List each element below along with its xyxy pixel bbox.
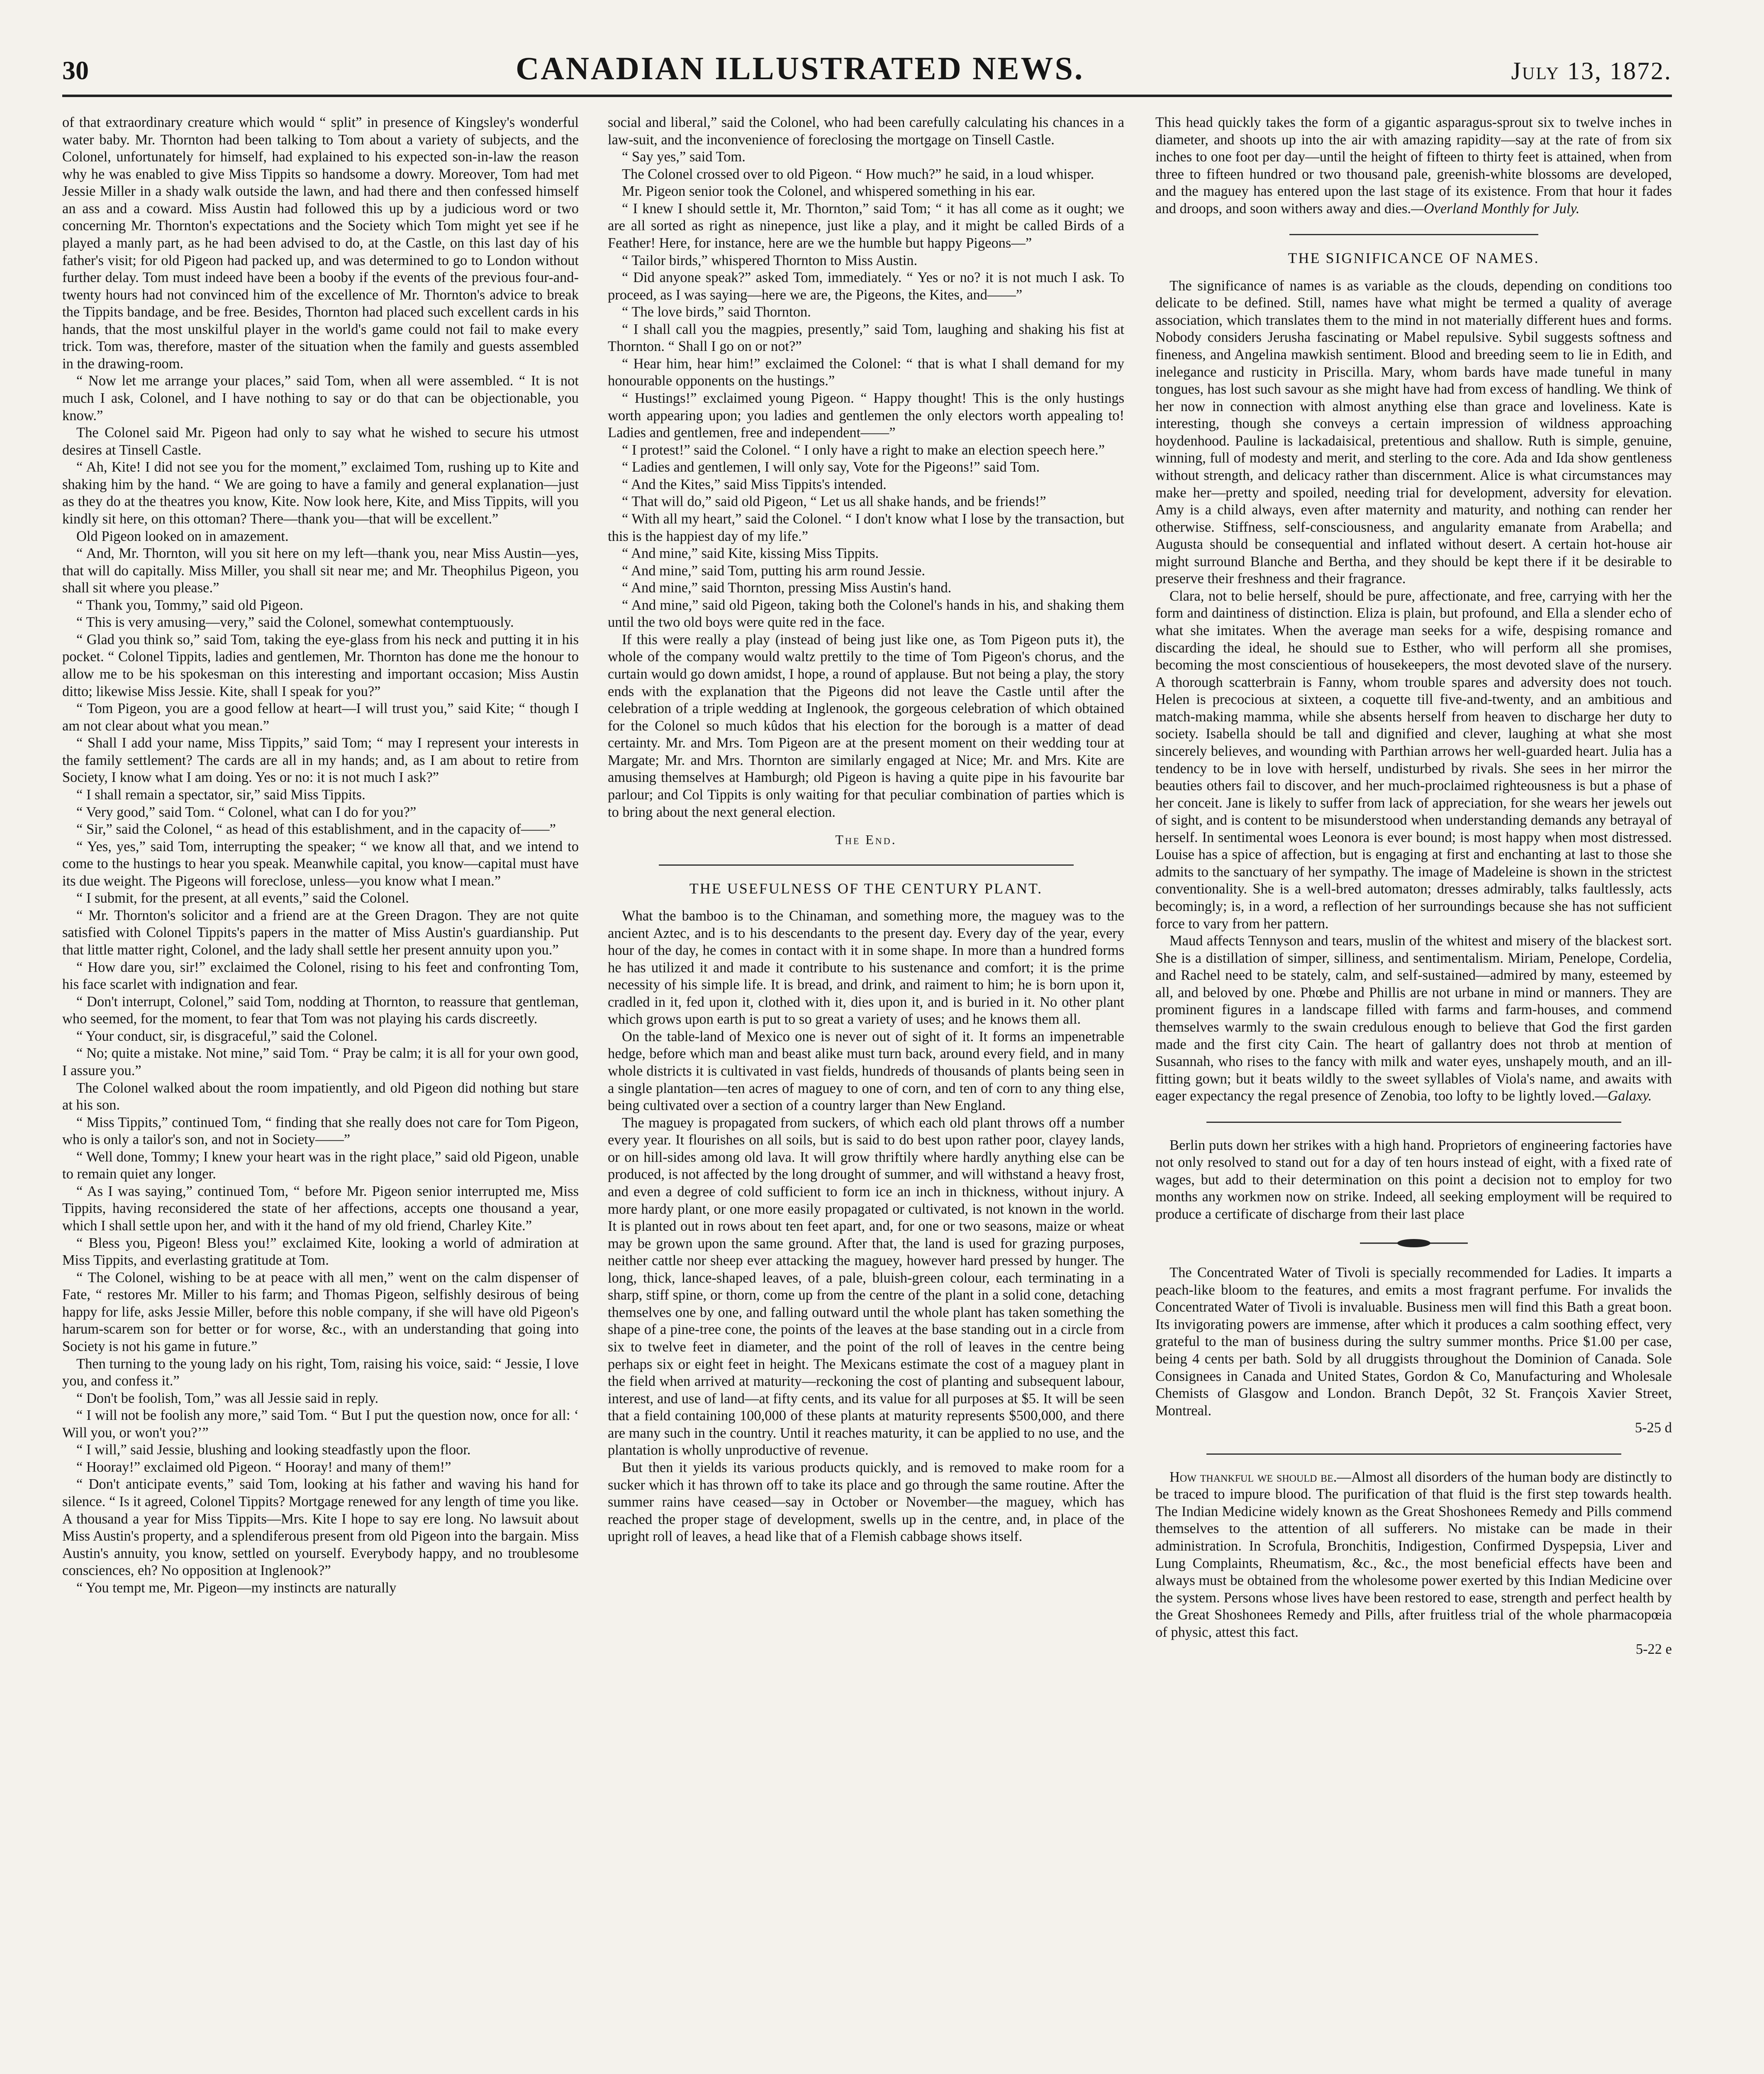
story-paragraph: “ Ah, Kite! I did not see you for the moment,” exclaimed Tom, rushing up to Kite and shaking him by the hand. “ We are going to have a family and general explanation—just as they do at the theatres you know, Kite. Now look here, Kite, and Miss Tippits, will you kindly sit here, on this ottoman? There—thank you—that will be excellent.” — [62, 459, 579, 527]
article-paragraph: Clara, not to belie herself, should be pure, affectionate, and free, carrying with her the form and daintiness of distinction. Eliza is plain, but profound, and Ella a slender echo of what she imitates. When the average man seeks for a wife, despising romance and discarding the ideal, he should sue to Esther, who will perform all she promises, becoming the most conscientious of housekeepers, the most devoted slave of the nursery. A thorough scatterbrain is Fanny, whom trouble spares and adversity does not touch. Helen is precocious at sixteen, a coquette till five-and-twenty, and an ambitious and match-making mamma, while she absents herself from heaven to discharge her duty to society. Isabella should be tall and dignified and clever, laughing at what she most sincerely believes, and wounding with Parthian arrows her well-guarded heart. Julia has a tendency to be in love with herself, undisturbed by rivals. She sees in her mirror the beauties others fail to discover, and her much-proclaimed righteousness is but a phase of her conceit. Jane is likely to suffer from lack of appreciation, for she wears her jewels out of sight, and is content to be misunderstood when understanding demands any betrayal of herself. In sentimental woes Leonora is ever bound; is most happy when most distressed. Louise has a spice of affection, but is engaging at first and enchanting at last to those she admits to the sanctuary of her sympathy. The image of Madeleine is shown in the strictest conventionality. She is a well-bred automaton; dresses admirably, talks faultlessly, acts becomingly; is, in a word, a reflection of her surroundings because she has not sufficient force to vary from her pattern. — [1155, 588, 1672, 932]
column-1 — [62, 114, 579, 2074]
story-paragraph: “ And mine,” said Kite, kissing Miss Tippits. — [622, 545, 879, 562]
story-paragraph: “ Don't anticipate events,” said Tom, looking at his father and waving his hand for silence. “ Is it agreed, Colonel Tippits? Mortgage renewed for any length of time you like. A thousand a year for Miss Tippits—Mrs. Kite I hope to say ere long. No lawsuit about Miss Austin's property, and a splendiferous present from old Pigeon into the bargain. Miss Austin's annuity, you know, settled on yourself. Everybody happy, and no troublesome consciences, eh? No opposition at Inglenook?” — [62, 1476, 579, 1579]
story-paragraph: “ Now let me arrange your places,” said Tom, when all were assembled. “ It is not much I ask, Colonel, and I have nothing to say or do that can be objectionable, you know.” — [62, 373, 579, 424]
story-paragraph: “ The Colonel, wishing to be at peace with all men,” went on the calm dispenser of Fate, “ restores Mr. Miller to his farm; and Thomas Pigeon, selfishly desirous of being happy for life, asks Jessie Miller, before this noble company, if she will have old Pigeon's harum-scarem son for better or for worse, &c., with an understanding that going into Society is not his game in future.” — [62, 1269, 579, 1354]
story-paragraph: “ Mr. Thornton's solicitor and a friend are at the Green Dragon. They are not quite satisfied with Colonel Tippits's papers in the matter of Miss Austin's guardianship. Put that little matter right, Colonel, and the lady shall settle her present annuity upon you.” — [62, 907, 579, 958]
story-paragraph: The Colonel walked about the room impatiently, and old Pigeon did nothing but stare at his son. — [62, 1080, 579, 1113]
story-paragraph: “ How dare you, sir!” exclaimed the Colonel, rising to his feet and confronting Tom, his face scarlet with indignation and fear. — [62, 959, 579, 993]
story-paragraph: “ Don't be foolish, Tom,” was all Jessie said in reply. — [76, 1390, 379, 1406]
story-paragraph: “ I knew I should settle it, Mr. Thornton,” said Tom; “ it has all come as it ought; we are all sorted as right as ninepence, just like a play, and it might be called Birds of a Feather! Here, for instance, here are we the humble but happy Pigeons—” — [608, 200, 1124, 251]
story-paragraph: “ Tailor birds,” whispered Thornton to Miss Austin. — [622, 252, 918, 268]
story-paragraph: “ And, Mr. Thornton, will you sit here on my left—thank you, near Miss Austin—yes, that will do capitally. Miss Miller, you shall sit near me; and Mr. Theophilus Pigeon, you shall sit where you please.” — [62, 545, 579, 596]
story-paragraph: “ Hear him, hear him!” exclaimed the Colonel: “ that is what I shall demand for my honourable opponents on the hustings.” — [608, 355, 1124, 389]
article-paragraph: The significance of names is as variable as the clouds, depending on conditions too delicate to be defined. Still, names have what might be termed a quality of average association, which translates them to the mind in not materially different hues and forms. Nobody considers Jerusha fascinating or Mabel repulsive. Sybil suggests softness and fineness, and Angelina mawkish sentiment. Blood and breeding seem to lie in Edith, and inelegance and rusticity in Priscilla. Mary, whom bards have made tuneful in many tongues, has lost such savour as she might have had from excess of handling. We think of her now in connection with almost anything else than grace and loveliness. Kate is interesting, though she conveys a certain impression of wildness approaching hoydenhood. Pauline is lackadaisical, pretentious and shallow. Ruth is simple, genuine, winning, full of modesty and merit, and sterling to the core. Ada and Ida show gentleness without strength, and delicacy rather than discernment. Alice is what circumstances may make her—pretty and spoiled, needing trial for development, adversity for elevation. Amy is a child always, even after maternity and maturity, and nothing can render her otherwise. Stiffness, self-consciousness, and angularity emanate from Arabella; and Augusta should be consequential and inflated without desert. A certain hot-house air might surround Blanche and Bertha, and they should be kept there if it be desirable to preserve their freshness and their fragrance. — [1155, 278, 1672, 587]
story-paragraph: Old Pigeon looked on in amazement. — [76, 528, 289, 544]
story-paragraph: “ With all my heart,” said the Colonel. “ I don't know what I lose by the transaction, but this is the happiest day of my life.” — [608, 511, 1124, 544]
story-paragraph: “ No; quite a mistake. Not mine,” said Tom. “ Pray be calm; it is all for your own good, I assure you.” — [62, 1045, 579, 1078]
masthead — [62, 50, 1672, 86]
tivoli-advertisement: The Concentrated Water of Tivoli is specially recommended for Ladies. It imparts a peach-like bloom to the features, and emits a most fragrant perfume. For invalids the Concentrated Water of Tivoli is invaluable. Business men will find this Bath a great boon. Its invigorating powers are immense, after which it produces a calm soothing effect, very grateful to the man of business during the sultry summer months. Price $1.00 per case, being 4 cents per bath. Sold by all druggists throughout the Dominion of Canada. Sole Consignees in Canada and United States, Gordon & Co, Manufacturing and Wholesale Chemists of Glasgow and London. Branch Depôt, 32 St. François Xavier Street, Montreal. — [1155, 1265, 1672, 1419]
article-paragraph — [1155, 114, 1672, 217]
story-paragraph: “ Very good,” said Tom. “ Colonel, what can I do for you?” — [76, 804, 417, 820]
advert-reference: 5-22 e — [1635, 1641, 1672, 1658]
story-paragraph: “ That will do,” said old Pigeon, “ Let us all shake hands, and be friends!” — [622, 494, 1046, 510]
column-2 — [608, 114, 1124, 2074]
story-paragraph: “ I will not be foolish any more,” said Tom. “ But I put the question now, once for all: ‘ Will you, or won't you?’” — [62, 1407, 579, 1441]
ornamental-divider — [1155, 1236, 1672, 1253]
issue-date: July 13, 1872. — [1511, 57, 1672, 85]
page-number: 30 — [62, 56, 89, 85]
story-paragraph: “ I will,” said Jessie, blushing and looking steadfastly upon the floor. — [76, 1442, 471, 1458]
story-paragraph: “ You tempt me, Mr. Pigeon—my instincts are naturally — [76, 1580, 397, 1596]
section-divider — [659, 864, 1074, 866]
section-divider — [1206, 1122, 1621, 1123]
story-paragraph: “ Your conduct, sir, is disgraceful,” said the Colonel. — [76, 1028, 378, 1044]
story-paragraph: “ I submit, for the present, at all events,” said the Colonel. — [76, 890, 409, 906]
story-paragraph: “ Don't interrupt, Colonel,” said Tom, nodding at Thornton, to reassure that gentleman, who seemed, for the moment, to fear that Tom was not playing his cards discreetly. — [62, 993, 579, 1027]
column-3 — [1155, 114, 1672, 2074]
story-paragraph: “ Did anyone speak?” asked Tom, immediately. “ Yes or no? it is not much I ask. To proceed, as I was saying—here we are, the Pigeons, the Kites, and——” — [608, 270, 1124, 303]
section-divider — [1289, 234, 1538, 235]
advertisement-paragraph — [1155, 1264, 1672, 1419]
story-paragraph: “ And mine,” said old Pigeon, taking both the Colonel's hands in his, and shaking them until the two old boys were quite red in the face. — [608, 597, 1124, 630]
article-paragraph: The maguey is propagated from suckers, of which each old plant throws off a number every year. It flourishes on all soils, but is said to do best upon rather poor, clayey lands, or on hill-sides among old lava. It will grow thriftily where hardly anything else can be produced, is not affected by the long drought of summer, and will withstand a heavy frost, and even a degree of cold sufficient to form ice an inch in thickness, without injury. A more hardy plant, or one more easily propagated or cultivated, is not known in the world. It is planted out in rows about ten feet apart, and, for one or two seasons, maize or wheat may be grown upon the same ground. After that, the land is used for grazing purposes, neither cattle nor sheep ever attacking the maguey, however hard pressed by hunger. The long, thick, lance-shaped leaves, of a pale, bluish-green colour, each terminating in a sharp, stiff spine, or thorn, come up from the centre of the plant in a solid cone, detaching themselves one by one, and falling outward until the whole plant has taken something the shape of a pine-tree cone, the points of the leaves at the base standing out in a circle from six to twelve feet in diameter, and the point of the roll of leaves in the centre being perhaps six or eight feet in height. The Mexicans estimate the cost of a maguey plant in the field when arrived at maturity—reckoning the cost of planting and subsequent labour, interest, and use of land—at fifty cents, and its value for all purposes at $5. It will be seen that a field containing 100,000 of these plants at maturity represents $500,000, and there are many such in the country. Until it reaches maturity, it can be applied to no use, and the plantation is wholly unproductive of revenue. — [608, 1115, 1124, 1458]
story-paragraph: of that extraordinary creature which would “ split” in presence of Kingsley's wonderful water baby. Mr. Thornton had been talking to Tom about a variety of subjects, and the Colonel, unfortunately for himself, had explained to his expected son-in-law the reason why he was enabled to give Miss Tippits so handsome a dowry. Moreover, Tom had met Jessie Miller in a shady walk outside the lawn, and had there and then confessed himself an ass and a coward. Miss Austin had followed this up by a judicious word or two concerning Mr. Thornton's expectations and the Society which Tom might yet see if he played a manly part, as he had been advised to do, at the Castle, on this last day of his father's visit; for old Pigeon had packed up, and was determined to go to London without further delay. Tom must indeed have been a booby if the events of the previous four-and-twenty hours had not convinced him of the excellence of Mr. Thornton's advice to break the Tippits bandage, and be free. Besides, Thornton had placed such excellent cards in his hands, that the most unskilful player in the world's game could not fail to make every trick. Tom was, therefore, master of the situation when the family and guests assembled in the drawing-room. — [62, 114, 579, 372]
story-paragraph: “ This is very amusing—very,” said the Colonel, somewhat contemptuously. — [76, 614, 514, 630]
article-text: Maud affects Tennyson and tears, muslin of the whitest and misery of the blackest sort. She is a distillation of simper, silliness, and sentimentalism. Miriam, Penelope, Cordelia, and Rachel need to be stately, calm, and self-sustained—admired by many, esteemed by all, and beloved by one. Phœbe and Phillis are not urbane in mind or manners. They are prominent figures in a landscape filled with farms and farm-houses, and commend themselves warmly to the swain credulous enough to believe that God the first garden made and the first city Cain. The heart of gallantry does not throb at mention of Susannah, who rises to the fancy with milk and water eyes, unshapely mouth, and an ill-fitting gown; but it beats wildly to the sweet syllables of Viola's name, and awaits with eager expectancy the regal presence of Zenobia, too lofty to be lightly loved. — [1155, 933, 1672, 1104]
story-paragraph: “ I protest!” said the Colonel. “ I only have a right to make an election speech here.” — [622, 442, 1105, 458]
story-paragraph: “ Ladies and gentlemen, I will only say, Vote for the Pigeons!” said Tom. — [622, 459, 1040, 475]
story-paragraph: Then turning to the young lady on his right, Tom, raising his voice, said: “ Jessie, I love you, and confess it.” — [62, 1356, 579, 1389]
section-divider — [1206, 1453, 1621, 1455]
story-paragraph: “ And the Kites,” said Miss Tippits's intended. — [622, 476, 887, 492]
newspaper-title: CANADIAN ILLUSTRATED NEWS. — [516, 50, 1084, 86]
advertisement-paragraph — [1155, 1469, 1672, 1641]
the-end-mark: The End. — [835, 832, 897, 847]
article-paragraph: But then it yields its various products quickly, and is removed to make room for a sucker which it has thrown off to take its place and go through the same routine. After the summer rains have ceased—say in October or November—the maguey, which has reached the proper stage of development, swells up in the centre, and, in place of the upright roll of leaves, a head like that of a Flemish cabbage shows itself. — [608, 1459, 1124, 1545]
story-paragraph: The Colonel said Mr. Pigeon had only to say what he wished to secure his utmost desires at Tinsell Castle. — [62, 425, 579, 458]
story-paragraph: “ Glad you think so,” said Tom, taking the eye-glass from his neck and putting it in his pocket. “ Colonel Tippits, ladies and gentlemen, Mr. Thornton has done me the honour to allow me to be his spokesman on this interesting and important occasion; Miss Austin ditto; likewise Miss Jessie. Kite, shall I speak for you?” — [62, 631, 579, 699]
story-paragraph: “ Hustings!” exclaimed young Pigeon. “ Happy thought! This is the only hustings worth appearing upon; you ladies and gentlemen the only electors worth appealing to! Ladies and gentlemen, free and independent——” — [608, 390, 1124, 441]
story-paragraph: “ And mine,” said Thornton, pressing Miss Austin's hand. — [622, 580, 952, 596]
advert-lead: How thankful we should be. — [1170, 1469, 1337, 1485]
story-paragraph: The Colonel crossed over to old Pigeon. “ How much?” he said, in a loud whisper. — [622, 166, 1094, 182]
story-paragraph: “ Hooray!” exclaimed old Pigeon. “ Hooray! and many of them!” — [76, 1459, 451, 1475]
story-paragraph: “ Say yes,” said Tom. — [622, 149, 746, 165]
story-paragraph: “ Sir,” said the Colonel, “ as head of this establishment, and in the capacity of——” — [76, 821, 556, 837]
article-paragraph: What the bamboo is to the Chinaman, and something more, the maguey was to the ancient Aztec, and is to his descendants to the present day. Every day of the year, every hour of the day, he comes in contact with it in some shape. In more than a hundred forms he has utilized it and made it contribute to his sustenance and comfort; it is the prime necessity of his simple life. It is bread, and drink, and raiment to him; he is born upon it, cradled in it, fed upon it, clothed with it, dies upon it, and is buried in it. No other plant which grows upon earth is put to so great a variety of uses; and he knows them all. — [608, 908, 1124, 1027]
story-paragraph: “ As I was saying,” continued Tom, “ before Mr. Pigeon senior interrupted me, Miss Tippits, having reconsidered the state of her affections, accepts one thousand a year, which I shall settle upon her, and with it the hand of my old friend, Charley Kite.” — [62, 1183, 579, 1234]
story-paragraph: “ I shall call you the magpies, presently,” said Tom, laughing and shaking his fist at Thornton. “ Shall I go on or not?” — [608, 321, 1124, 355]
article-paragraph — [1155, 932, 1672, 1105]
story-paragraph: “ Well done, Tommy; I knew your heart was in the right place,” said old Pigeon, unable to remain quiet any longer. — [62, 1149, 579, 1182]
news-paragraph: Berlin puts down her strikes with a high hand. Proprietors of engineering factories have not only resolved to stand out for a day of ten hours instead of eight, with a fixed rate of wages, but add to their determination on this point a decision not to employ for two months any workmen now on strike. Indeed, all seeking employment will be required to produce a certificate of discharge from their last place — [1155, 1137, 1672, 1222]
article-source: —Overland Monthly for July. — [1411, 200, 1580, 217]
story-paragraph: “ Shall I add your name, Miss Tippits,” said Tom; “ may I represent your interests in the family settlement? The cards are all in my hands; and, as I am about to retire from Society, I know what I am doing. Yes or no: it is not much I ask?” — [62, 735, 579, 786]
story-paragraph: “ The love birds,” said Thornton. — [622, 304, 811, 320]
article-source: —Galaxy. — [1595, 1088, 1652, 1104]
story-paragraph: social and liberal,” said the Colonel, who had been carefully calculating his chances in a law-suit, and the inconvenience of foreclosing the mortgage on Tinsell Castle. — [608, 114, 1124, 148]
article-continuation: This head quickly takes the form of a gigantic asparagus-sprout six to twelve inches in diameter, and shoots up into the air with amazing rapidity—say at the rate of from six inches to one foot per day—until the height of fifteen to thirty feet is attained, when from three to fifteen hundred or two thousand pale, greenish-white blossoms are developed, and the maguey has entered upon the last stage of its existence. From that hour it fades and droops, and soon withers away and dies. — [1155, 114, 1672, 217]
health-advertisement: —Almost all disorders of the human body are distinctly to be traced to impure blood. The purification of that fluid is the first step towards health. The Indian Medicine widely known as the Great Shoshonees Remedy and Pills commend themselves to the attention of all sufferers. No mistake can be made in their administration. In Scrofula, Bronchitis, Indigestion, Confirmed Dyspepsia, Liver and Lung Complaints, Rheumatism, &c., &c., the most beneficial effects have been and always must be obtained from the wholesome power exerted by this Indian Medicine over the system. Persons whose lives have been restored to ease, strength and perfect health by the Great Shoshonees Remedy and Pills, after fruitless trial of the whole pharmacopœia of physic, attest this fact. — [1155, 1469, 1672, 1640]
story-paragraph: “ I shall remain a spectator, sir,” said Miss Tippits. — [76, 786, 365, 803]
story-paragraph: If this were really a play (instead of being just like one, as Tom Pigeon puts it), the whole of the company would waltz prettily to the time of Tom Pigeon's chorus, and the curtain would go down amidst, I hope, a round of applause. But not being a play, the story ends with the explanation that the Pigeons did not leave the Castle until after the celebration of a triple wedding at Inglenook, the gorgeous celebration of which obtained for the Colonel so much kûdos that his election for the borough is a matter of dead certainty. Mr. and Mrs. Tom Pigeon are at the present moment on their wedding tour at Margate; Mr. and Mrs. Thornton are similarly engaged at Nice; Mr. and Mrs. Kite are amusing themselves at Hamburgh; old Pigeon is having a quite pipe in his favourite bar parlour; and Col Tippits is only waiting for that peculiar combination of parties which is to bring about the next general election. — [608, 631, 1124, 820]
century-plant-heading: THE USEFULNESS OF THE CENTURY PLANT. — [689, 880, 1043, 897]
story-paragraph: “ Miss Tippits,” continued Tom, “ finding that she really does not care for Tom Pigeon, who is only a tailor's son, and not in Society——” — [62, 1114, 579, 1148]
masthead-rule — [62, 95, 1672, 97]
story-paragraph: “ Tom Pigeon, you are a good fellow at heart—I will trust you,” said Kite; “ though I am not clear about what you mean.” — [62, 701, 579, 734]
story-paragraph: Mr. Pigeon senior took the Colonel, and whispered something in his ear. — [622, 183, 1035, 200]
story-paragraph: “ And mine,” said Tom, putting his arm round Jessie. — [622, 562, 925, 579]
article-paragraph: On the table-land of Mexico one is never out of sight of it. It forms an impenetrable hedge, before which man and beast alike must turn back, around every field, and in many whole districts it is cultivated in vast fields, hundreds of thousands of plants being seen in a single plantation—ten acres of maguey to one of corn, and ten of corn to any thing else, being cultivated over a section of a country larger than New England. — [608, 1028, 1124, 1114]
advert-reference: 5-25 d — [1635, 1420, 1672, 1436]
names-heading: THE SIGNIFICANCE OF NAMES. — [1288, 250, 1540, 267]
story-paragraph: “ Yes, yes,” said Tom, interrupting the speaker; “ we know all that, and we intend to come to the hustings to hear you speak. Meanwhile capital, you know—capital must have its due weight. The Pigeons will foreclose, unless—you know what I mean.” — [62, 838, 579, 889]
story-paragraph: “ Bless you, Pigeon! Bless you!” exclaimed Kite, looking a world of admiration at Miss Tippits, and everlasting gratitude at Tom. — [62, 1235, 579, 1268]
story-paragraph: “ Thank you, Tommy,” said old Pigeon. — [76, 597, 303, 613]
